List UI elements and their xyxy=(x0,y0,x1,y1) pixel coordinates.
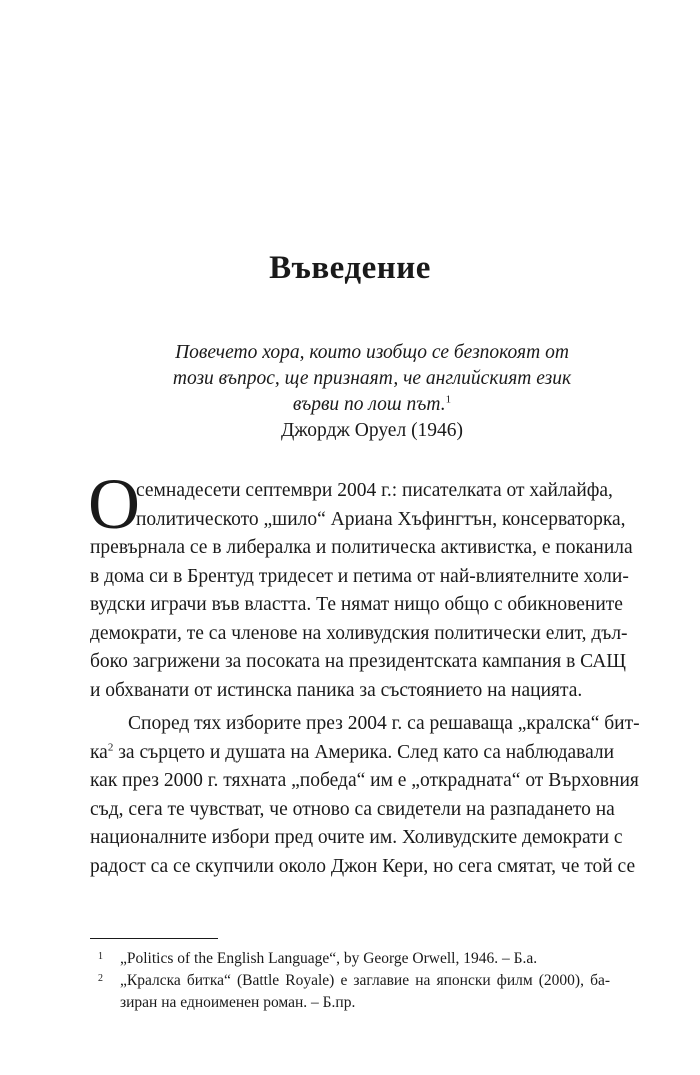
footnotes xyxy=(90,948,610,1014)
chapter-title: Въведение xyxy=(269,250,431,286)
text-line: Според тях изборите през 2004 г. са решаваща „кралска“ бит- xyxy=(128,713,640,734)
text-line: националните избори пред очите им. Холивудските демократи с xyxy=(90,827,623,848)
book-page xyxy=(88,0,640,1075)
text-line: вудски играчи във властта. Те нямат нищо общо с обикновените xyxy=(90,594,623,615)
paragraph xyxy=(90,710,640,881)
footnote-ref[interactable]: 2 xyxy=(107,741,114,753)
epigraph-attribution: Джордж Оруел (1946) xyxy=(280,420,464,441)
footnote-2 xyxy=(90,970,610,1014)
epigraph-line: този въпрос, ще признаят, че английският език xyxy=(172,368,572,389)
footnote-1 xyxy=(90,948,610,970)
footnote-text: „Politics of the English Language“, by George Orwell, 1946. – Б.а. xyxy=(120,950,538,967)
text-line: политическото „шило“ Ариана Хъфингтън, консерваторка, xyxy=(136,508,626,530)
text-line: как през 2000 г. тяхната „победа“ им е „открадната“ от Върховния xyxy=(90,770,639,791)
text-fragment: ка xyxy=(90,741,108,763)
epigraph xyxy=(142,340,602,444)
footnote-mark: 2 xyxy=(98,973,103,984)
footnote-text: зиран на едноименен роман. – Б.пр. xyxy=(120,994,356,1011)
epigraph-line-text: върви по лош път. xyxy=(292,394,446,415)
text-line: боко загрижени за посоката на президентската кампания в САЩ xyxy=(90,651,626,672)
epigraph-line-last xyxy=(142,392,602,418)
drop-cap: О xyxy=(88,464,140,544)
text-line xyxy=(90,739,615,768)
text-line: демократи, те са членове на холивудския политически елит, дъл- xyxy=(90,622,628,644)
paragraph xyxy=(88,464,633,705)
text-line: съд, сега те чувстват, че отново са свидетели на разпадането на xyxy=(90,798,615,820)
epigraph-line: Повечето хора, които изобщо се безпокоят от xyxy=(175,342,569,363)
footnote-ref[interactable]: 1 xyxy=(445,393,452,406)
footnote-text: „Кралска битка“ (Battle Royale) е заглавие на японски филм (2000), ба- xyxy=(120,972,610,989)
text-line: и обхванати от истинска паника за състоянието на нацията. xyxy=(90,679,583,701)
text-line: превърнала се в либералка и политическа активистка, е поканила xyxy=(90,537,633,558)
body-text xyxy=(88,464,640,881)
footnote-divider xyxy=(90,938,218,939)
text-line: радост са се скупчили около Джон Кери, но сега смятат, че той се xyxy=(90,855,636,877)
text-fragment: за сърцето и душата на Америка. След като са наблюдавали xyxy=(113,741,615,763)
footnote-mark: 1 xyxy=(98,951,103,962)
text-line: семнадесети септември 2004 г.: писателката от хайлайфа, xyxy=(136,480,613,501)
text-line: в дома си в Брентуд тридесет и петима от най-влиятелните холи- xyxy=(90,565,629,587)
